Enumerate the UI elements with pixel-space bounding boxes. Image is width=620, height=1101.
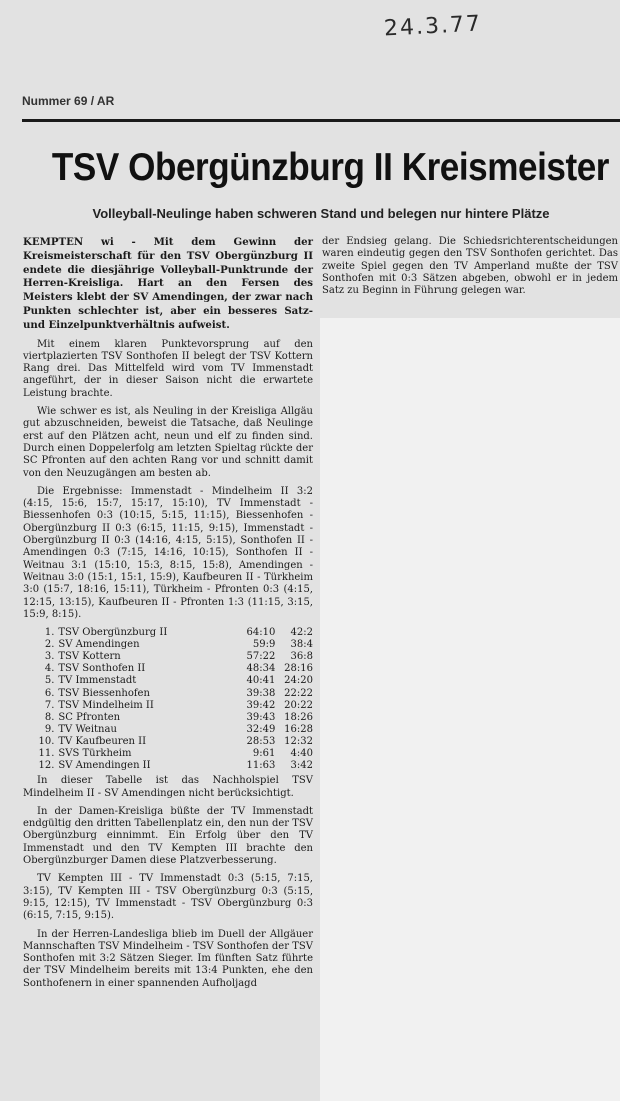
table-row <box>23 736 313 748</box>
standings-sets: 32:49 <box>246 723 276 735</box>
standings-team: TSV Kottern <box>58 651 121 663</box>
standings-rank: 3. <box>44 651 55 663</box>
table-row <box>23 712 313 724</box>
results-paragraph: TV Kempten III - TV Immenstadt 0:3 (5:15, 7:15, 3:15), TV Kempten III - TSV Obergünzburg 0:3 (5:15, 9:15, 12:15), TV Immenstadt - TSV Obergünzburg 0:3 (6:15, 7:15, 9:15). <box>23 873 313 922</box>
standings-sets: 48:34 <box>246 663 276 675</box>
article-subheadline: Volleyball-Neulinge haben schweren Stand und belegen nur hintere Plätze <box>92 206 550 221</box>
table-row <box>23 639 313 651</box>
handwritten-date: 24.3.77 <box>383 11 483 42</box>
standings-points: 3:42 <box>290 760 313 772</box>
standings-team: SV Amendingen II <box>58 760 151 772</box>
standings-rank: 9. <box>44 723 55 735</box>
standings-points: 4:40 <box>290 748 313 760</box>
table-row <box>23 700 313 712</box>
standings-points: 16:28 <box>284 723 313 735</box>
standings-sets: 9:61 <box>252 748 276 760</box>
table-row <box>23 760 313 772</box>
standings-sets: 40:41 <box>246 675 276 687</box>
standings-table <box>23 627 313 772</box>
standings-points: 24:20 <box>284 675 313 687</box>
standings-sets: 11:63 <box>246 760 276 772</box>
table-row <box>23 663 313 675</box>
standings-team: TV Kaufbeuren II <box>58 735 147 747</box>
column-right <box>322 236 618 303</box>
standings-team: TSV Sonthofen II <box>58 663 146 675</box>
blank-paper-area <box>320 318 620 1101</box>
standings-rank: 12. <box>38 760 55 772</box>
table-row <box>23 675 313 687</box>
lead-paragraph: KEMPTEN wi - Mit dem Gewinn der Kreismeisterschaft für den TSV Obergünzburg II endete die diesjährige Volleyball-Punktrunde der Herren-Kreisliga. Hart an den Fersen des Meisters klebt der SV Amendingen, der zwar nach Punkten schlechter ist, aber ein besseres Satz- und Einzelpunktverhältnis aufweist. <box>23 236 313 331</box>
standings-points: 12:32 <box>284 735 313 747</box>
standings-team: TSV Biessenhofen <box>58 687 150 699</box>
body-paragraph: Mit einem klaren Punktevorsprung auf den viertplazierten TSV Sonthofen II belegt der TSV Kottern Rang drei. Das Mittelfeld wird vom TV Immenstadt angeführt, der in dieser Saison nicht die erwartete Leistung brachte. <box>23 338 313 399</box>
standings-rank: 2. <box>44 639 55 651</box>
article-headline: TSV Obergünzburg II Kreismeister <box>51 146 609 189</box>
standings-points: 20:22 <box>284 699 313 711</box>
standings-team: SVS Türkheim <box>58 748 132 760</box>
standings-points: 36:8 <box>290 651 313 663</box>
standings-rank: 11. <box>38 748 55 760</box>
standings-team: TV Weitnau <box>58 723 117 735</box>
body-paragraph: In der Herren-Landesliga blieb im Duell der Allgäuer Mannschaften TSV Mindelheim - TSV Sonthofen der TSV Sonthofen mit 3:2 Sätzen Sieger. Im fünften Satz führte der TSV Mindelheim bereits mit 13:4 Punkten, ehe den Sonthofenern in einer spannenden Aufholjagd <box>23 928 313 989</box>
table-row <box>23 627 313 639</box>
body-paragraph: Wie schwer es ist, als Neuling in der Kreisliga Allgäu gut abzuschneiden, beweist die Tatsache, daß Neulinge erst auf den Plätzen acht, neun und elf zu finden sind. Durch einen Doppelerfolg am letzten Spieltag rückte der SC Pfronten auf den achten Rang vor und schnitt damit von den Neuzugängen am besten ab. <box>23 406 313 479</box>
standings-team: SC Pfronten <box>58 711 121 723</box>
standings-team: TSV Obergünzburg II <box>58 627 168 639</box>
table-row <box>23 688 313 700</box>
results-paragraph: Die Ergebnisse: Immenstadt - Mindelheim II 3:2 (4:15, 15:6, 15:7, 15:17, 15:10), TV Immenstadt - Biessenhofen 0:3 (10:15, 5:15, 11:15), Biessenhofen - Obergünzburg II 0:3 (6:15, 11:15, 9:15), Immenstadt - Obergünzburg II 0:3 (14:16, 4:15, 5:15), Sonthofen II - Amendingen 0:3 (7:15, 14:16, 10:15), Sonthofen II - Weitnau 3:1 (15:10, 15:3, 8:15, 15:8), Amendingen - Weitnau 3:0 (15:1, 15:1, 15:9), Kaufbeuren II - Türkheim 3:0 (15:7, 18:16, 15:11), Türkheim - Pfronten 0:3 (4:15, 12:15, 13:15), Kaufbeuren II - Pfronten 1:3 (11:15, 3:15, 15:9, 8:15). <box>23 485 313 620</box>
standings-team: TSV Mindelheim II <box>58 699 154 711</box>
body-paragraph: In der Damen-Kreisliga büßte der TV Immenstadt endgültig den dritten Tabellenplatz ein, den nun der TSV Obergünzburg einnimmt. Ein Erfolg über den TV Immenstadt und den TV Kempten III brachte den Obergünzburger Damen diese Platzverbesserung. <box>23 805 313 867</box>
standings-rank: 7. <box>44 699 55 711</box>
standings-sets: 64:10 <box>246 627 276 639</box>
column-left <box>23 236 313 996</box>
standings-sets: 39:42 <box>246 699 276 711</box>
header-rule <box>22 119 620 122</box>
standings-sets: 59:9 <box>252 639 276 651</box>
standings-points: 22:22 <box>284 687 313 699</box>
issue-number: Nummer 69 / AR <box>22 94 115 108</box>
standings-points: 28:16 <box>284 663 313 675</box>
standings-points: 38:4 <box>290 639 313 651</box>
table-row <box>23 651 313 663</box>
standings-points: 18:26 <box>284 711 313 723</box>
standings-sets: 39:43 <box>246 711 276 723</box>
table-row <box>23 724 313 736</box>
standings-sets: 28:53 <box>246 735 276 747</box>
body-paragraph: der Endsieg gelang. Die Schiedsrichterentscheidungen waren eindeutig gegen den TSV Sonthofen gerichtet. Das zweite Spiel gegen den TV Amperland mußte der TSV Sonthofen mit 0:3 Sätzen abgeben, obwohl er in jedem Satz zu Beginn in Führung gelegen war. <box>322 236 618 297</box>
standings-sets: 57:22 <box>246 651 276 663</box>
standings-rank: 6. <box>44 687 55 699</box>
table-row <box>23 748 313 760</box>
standings-rank: 8. <box>44 711 55 723</box>
standings-points: 42:2 <box>290 627 313 639</box>
standings-rank: 1. <box>44 627 55 639</box>
standings-team: TV Immenstadt <box>58 675 137 687</box>
body-paragraph: In dieser Tabelle ist das Nachholspiel TSV Mindelheim II - SV Amendingen nicht berücksichtigt. <box>23 775 313 799</box>
standings-rank: 10. <box>38 735 55 747</box>
standings-sets: 39:38 <box>246 687 276 699</box>
standings-rank: 4. <box>44 663 55 675</box>
standings-team: SV Amendingen <box>58 639 140 651</box>
standings-rank: 5. <box>44 675 55 687</box>
